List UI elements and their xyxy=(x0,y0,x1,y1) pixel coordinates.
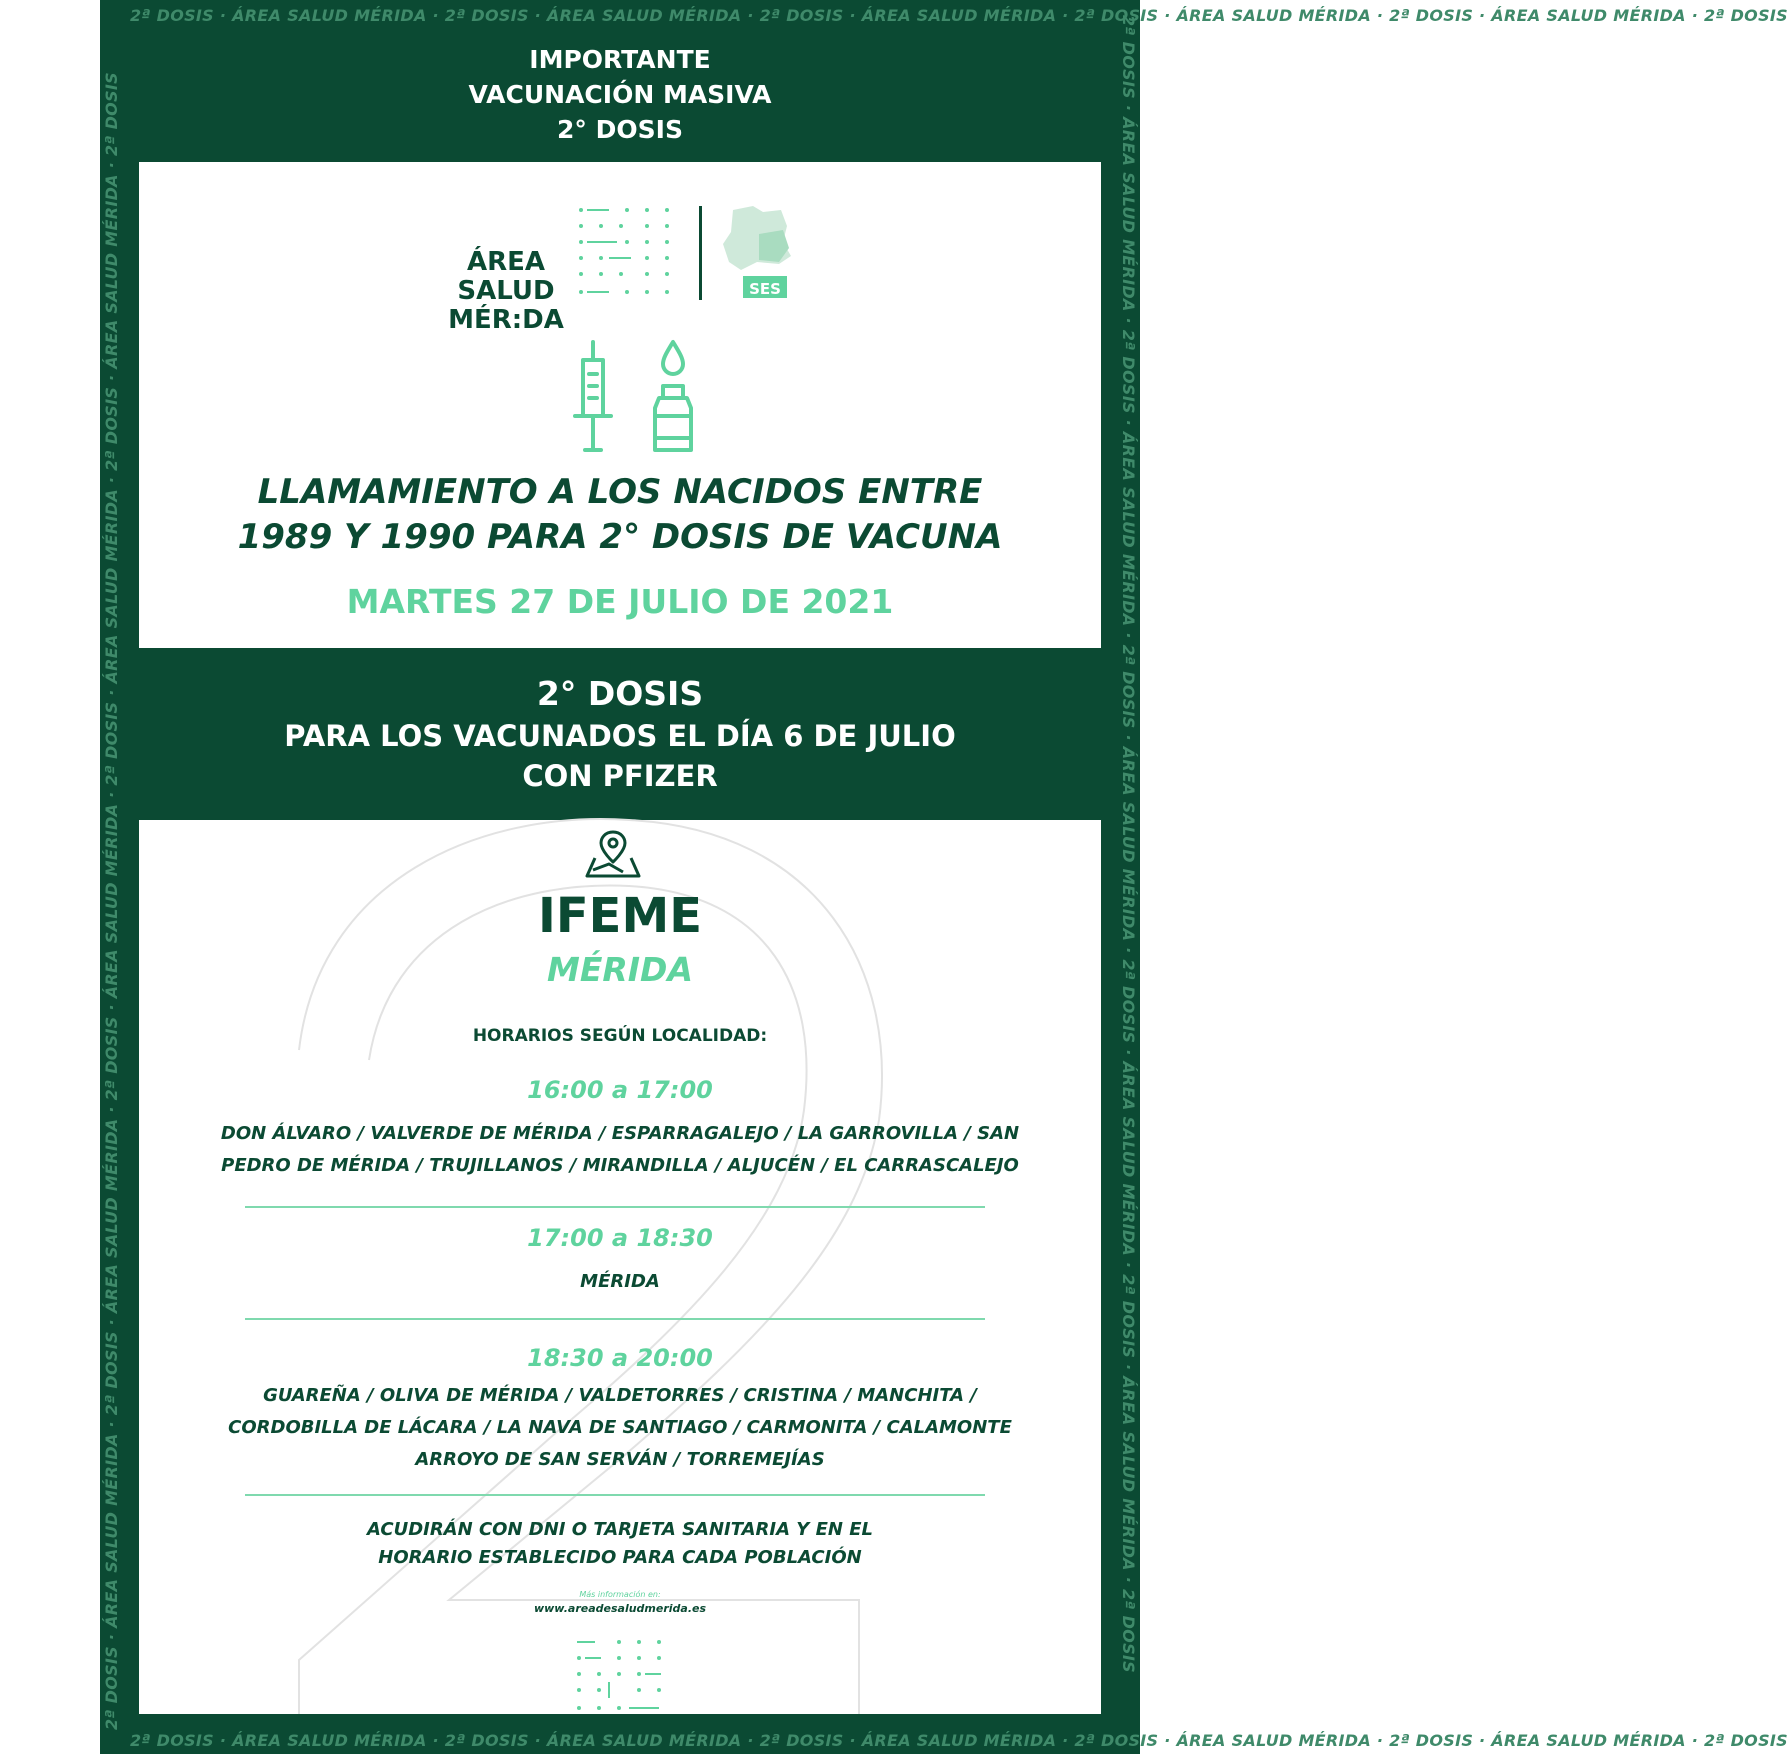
slot-towns-line: PEDRO DE MÉRIDA / TRUJILLANOS / MIRANDILLA / ALJUCÉN / EL CARRASCALEJO xyxy=(221,1155,1019,1176)
slot-time: 16:00 a 17:00 xyxy=(527,1076,713,1104)
logo-line-2: SALUD xyxy=(457,276,555,306)
slot-towns xyxy=(199,1118,1041,1182)
dose-line-1: 2° DOSIS xyxy=(536,674,704,713)
slot-towns xyxy=(199,1380,1041,1476)
more-info-label: Más información en: xyxy=(579,1590,661,1599)
call-title-line-1: LLAMAMIENTO A LOS NACIDOS ENTRE xyxy=(257,472,983,512)
venue-name: IFEME xyxy=(538,888,702,944)
logo-dot-pattern-icon xyxy=(577,206,673,302)
map-pin-icon xyxy=(583,830,643,880)
dose-banner xyxy=(100,672,1140,796)
slot-towns-line: ARROYO DE SAN SERVÁN / TORREMEJÍAS xyxy=(415,1449,825,1470)
divider xyxy=(245,1206,985,1208)
logo-wordmark xyxy=(447,248,565,335)
notice-line-2: HORARIO ESTABLECIDO PARA CADA POBLACIÓN xyxy=(378,1547,862,1568)
venue-city: MÉRIDA xyxy=(546,950,693,989)
slot-towns xyxy=(199,1266,1041,1298)
divider xyxy=(245,1318,985,1320)
dose-line-2: PARA LOS VACUNADOS EL DÍA 6 DE JULIO xyxy=(284,719,956,753)
header-title xyxy=(100,42,1140,147)
footer-dot-pattern-icon xyxy=(575,1638,665,1714)
border-band-right: 2ª DOSIS · ÁREA SALUD MÉRIDA · 2ª DOSIS · ÁREA SALUD MÉRIDA · 2ª DOSIS · ÁREA SALUD MÉRIDA · 2ª DOSIS · ÁREA SALUD MÉRIDA · 2ª DOSIS · ÁREA SALUD MÉRIDA · 2ª DOSIS xyxy=(1119,15,1138,1673)
notice xyxy=(139,1516,1101,1572)
ses-label: SES xyxy=(749,280,781,298)
logo-separator xyxy=(699,206,702,300)
vaccine-vial-icon xyxy=(649,338,699,458)
announcement-panel xyxy=(139,162,1101,648)
divider xyxy=(245,1494,985,1496)
schedule-panel xyxy=(139,820,1101,1714)
website-link[interactable]: www.areadesaludmerida.es xyxy=(533,1602,707,1615)
slot-time: 18:30 a 20:00 xyxy=(527,1344,713,1372)
poster xyxy=(100,0,1788,1754)
call-title xyxy=(139,470,1101,560)
border-band-left: 2ª DOSIS · ÁREA SALUD MÉRIDA · 2ª DOSIS · ÁREA SALUD MÉRIDA · 2ª DOSIS · ÁREA SALUD MÉRIDA · 2ª DOSIS · ÁREA SALUD MÉRIDA · 2ª DOSIS · ÁREA SALUD MÉRIDA · 2ª DOSIS xyxy=(102,72,121,1730)
dose-line-3: CON PFIZER xyxy=(522,759,718,793)
slot-towns-line: DON ÁLVARO / VALVERDE DE MÉRIDA / ESPARRAGALEJO / LA GARROVILLA / SAN xyxy=(220,1123,1020,1144)
header-line-1: IMPORTANTE xyxy=(529,45,711,74)
call-title-line-2: 1989 Y 1990 PARA 2° DOSIS DE VACUNA xyxy=(237,517,1003,557)
slot-towns-line: GUAREÑA / OLIVA DE MÉRIDA / VALDETORRES / CRISTINA / MANCHITA / xyxy=(263,1385,977,1406)
slot-towns-line: MÉRIDA xyxy=(580,1271,660,1292)
logo-line-3: MÉR:DA xyxy=(448,305,564,335)
notice-line-1: ACUDIRÁN CON DNI O TARJETA SANITARIA Y EN EL xyxy=(366,1519,873,1540)
header-line-3: 2° DOSIS xyxy=(557,115,683,144)
schedule-label: HORARIOS SEGÚN LOCALIDAD: xyxy=(472,1026,768,1046)
slot-time: 17:00 a 18:30 xyxy=(527,1224,713,1252)
slot-towns-line: CORDOBILLA DE LÁCARA / LA NAVA DE SANTIAGO / CARMONITA / CALAMONTE xyxy=(228,1417,1012,1438)
border-band-top: 2ª DOSIS · ÁREA SALUD MÉRIDA · 2ª DOSIS · ÁREA SALUD MÉRIDA · 2ª DOSIS · ÁREA SALUD MÉRIDA · 2ª DOSIS · ÁREA SALUD MÉRIDA · 2ª DOSIS · ÁREA SALUD MÉRIDA · 2ª DOSIS xyxy=(130,6,1788,25)
call-date: MARTES 27 DE JULIO DE 2021 xyxy=(346,582,894,621)
logo-line-1: ÁREA xyxy=(466,247,546,277)
header-line-2: VACUNACIÓN MASIVA xyxy=(468,80,772,109)
border-band-bottom: 2ª DOSIS · ÁREA SALUD MÉRIDA · 2ª DOSIS · ÁREA SALUD MÉRIDA · 2ª DOSIS · ÁREA SALUD MÉRIDA · 2ª DOSIS · ÁREA SALUD MÉRIDA · 2ª DOSIS · ÁREA SALUD MÉRIDA · 2ª DOSIS xyxy=(130,1731,1788,1750)
